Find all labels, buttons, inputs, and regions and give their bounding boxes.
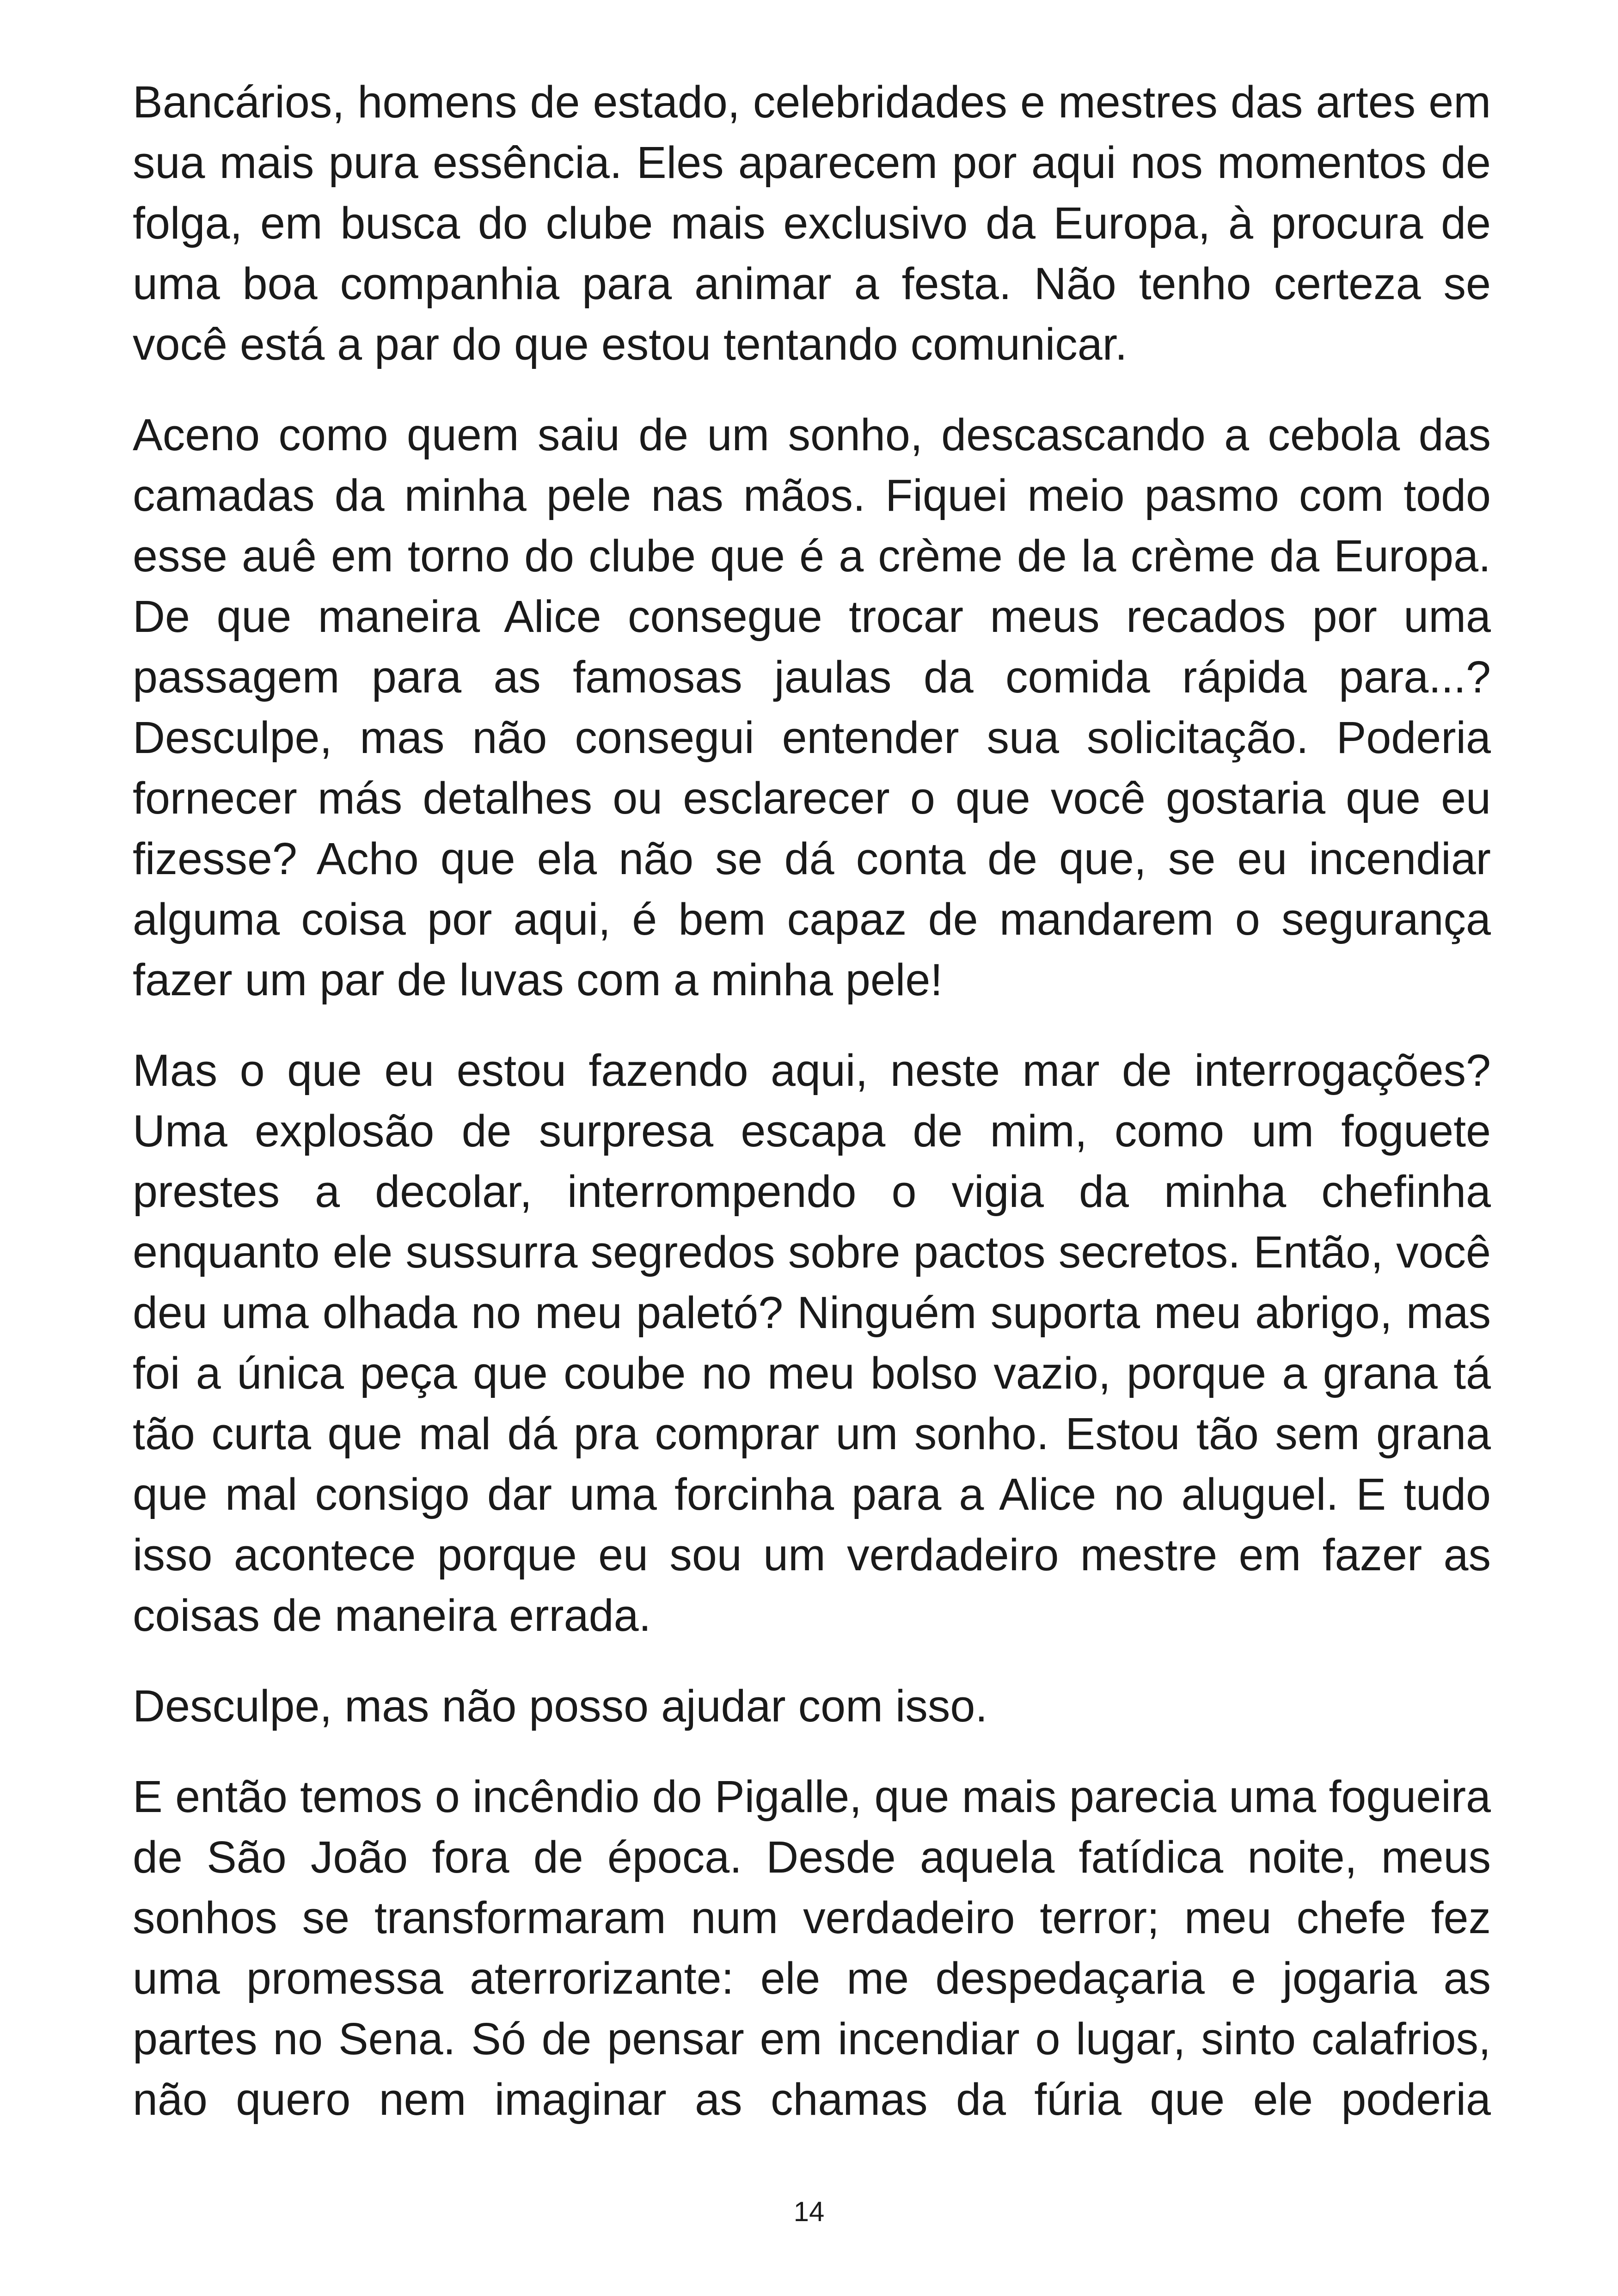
paragraph-1: Bancários, homens de estado, celebridades e mestres das artes em sua mais pura essência. Eles aparecem por aqui nos momentos de folga, em busca do clube mais exclusivo da Europa, à procura de uma boa companhia para animar a festa. Não tenho certeza se você está a par do que estou tentando comunicar. <box>133 77 1491 369</box>
paragraph-5: E então temos o incêndio do Pigalle, que mais parecia uma fogueira de São João fora de época. Desde aquela fatídica noite, meus sonhos se transformaram num verdadeiro terror; meu chefe fez uma promessa aterrorizante: ele me despedaçaria e jogaria as partes no Sena. Só de pensar em incendiar o lugar, sinto calafrios, não quero nem imaginar as chamas da fúria que ele poderia <box>133 1771 1491 2125</box>
paragraph-2: Aceno como quem saiu de um sonho, descascando a cebola das camadas da minha pele nas mãos. Fiquei meio pasmo com todo esse auê em torno do clube que é a crème de la crème da Europa. De que maneira Alice consegue trocar meus recados por uma passagem para as famosas jaulas da comida rápida para...? Desculpe, mas não consegui entender sua solicitação. Poderia fornecer más detalhes ou esclarecer o que você gostaria que eu fizesse? Acho que ela não se dá conta de que, se eu incendiar alguma coisa por aqui, é bem capaz de mandarem o segurança fazer um par de luvas com a minha pele! <box>133 410 1491 1005</box>
paragraph-4: Desculpe, mas não posso ajudar com isso. <box>133 1681 988 1731</box>
page-number: 14 <box>793 2196 825 2227</box>
paragraph-3: Mas o que eu estou fazendo aqui, neste mar de interrogações? Uma explosão de surpresa escapa de mim, como um foguete prestes a decolar, interrompendo o vigia da minha chefinha enquanto ele sussurra segredos sobre pactos secretos. Então, você deu uma olhada no meu paletó? Ninguém suporta meu abrigo, mas foi a única peça que coube no meu bolso vazio, porque a grana tá tão curta que mal dá pra comprar um sonho. Estou tão sem grana que mal consigo dar uma forcinha para a Alice no aluguel. E tudo isso acontece porque eu sou um verdadeiro mestre em fazer as coisas de maneira errada. <box>133 1045 1491 1641</box>
text-body <box>133 72 1491 2130</box>
